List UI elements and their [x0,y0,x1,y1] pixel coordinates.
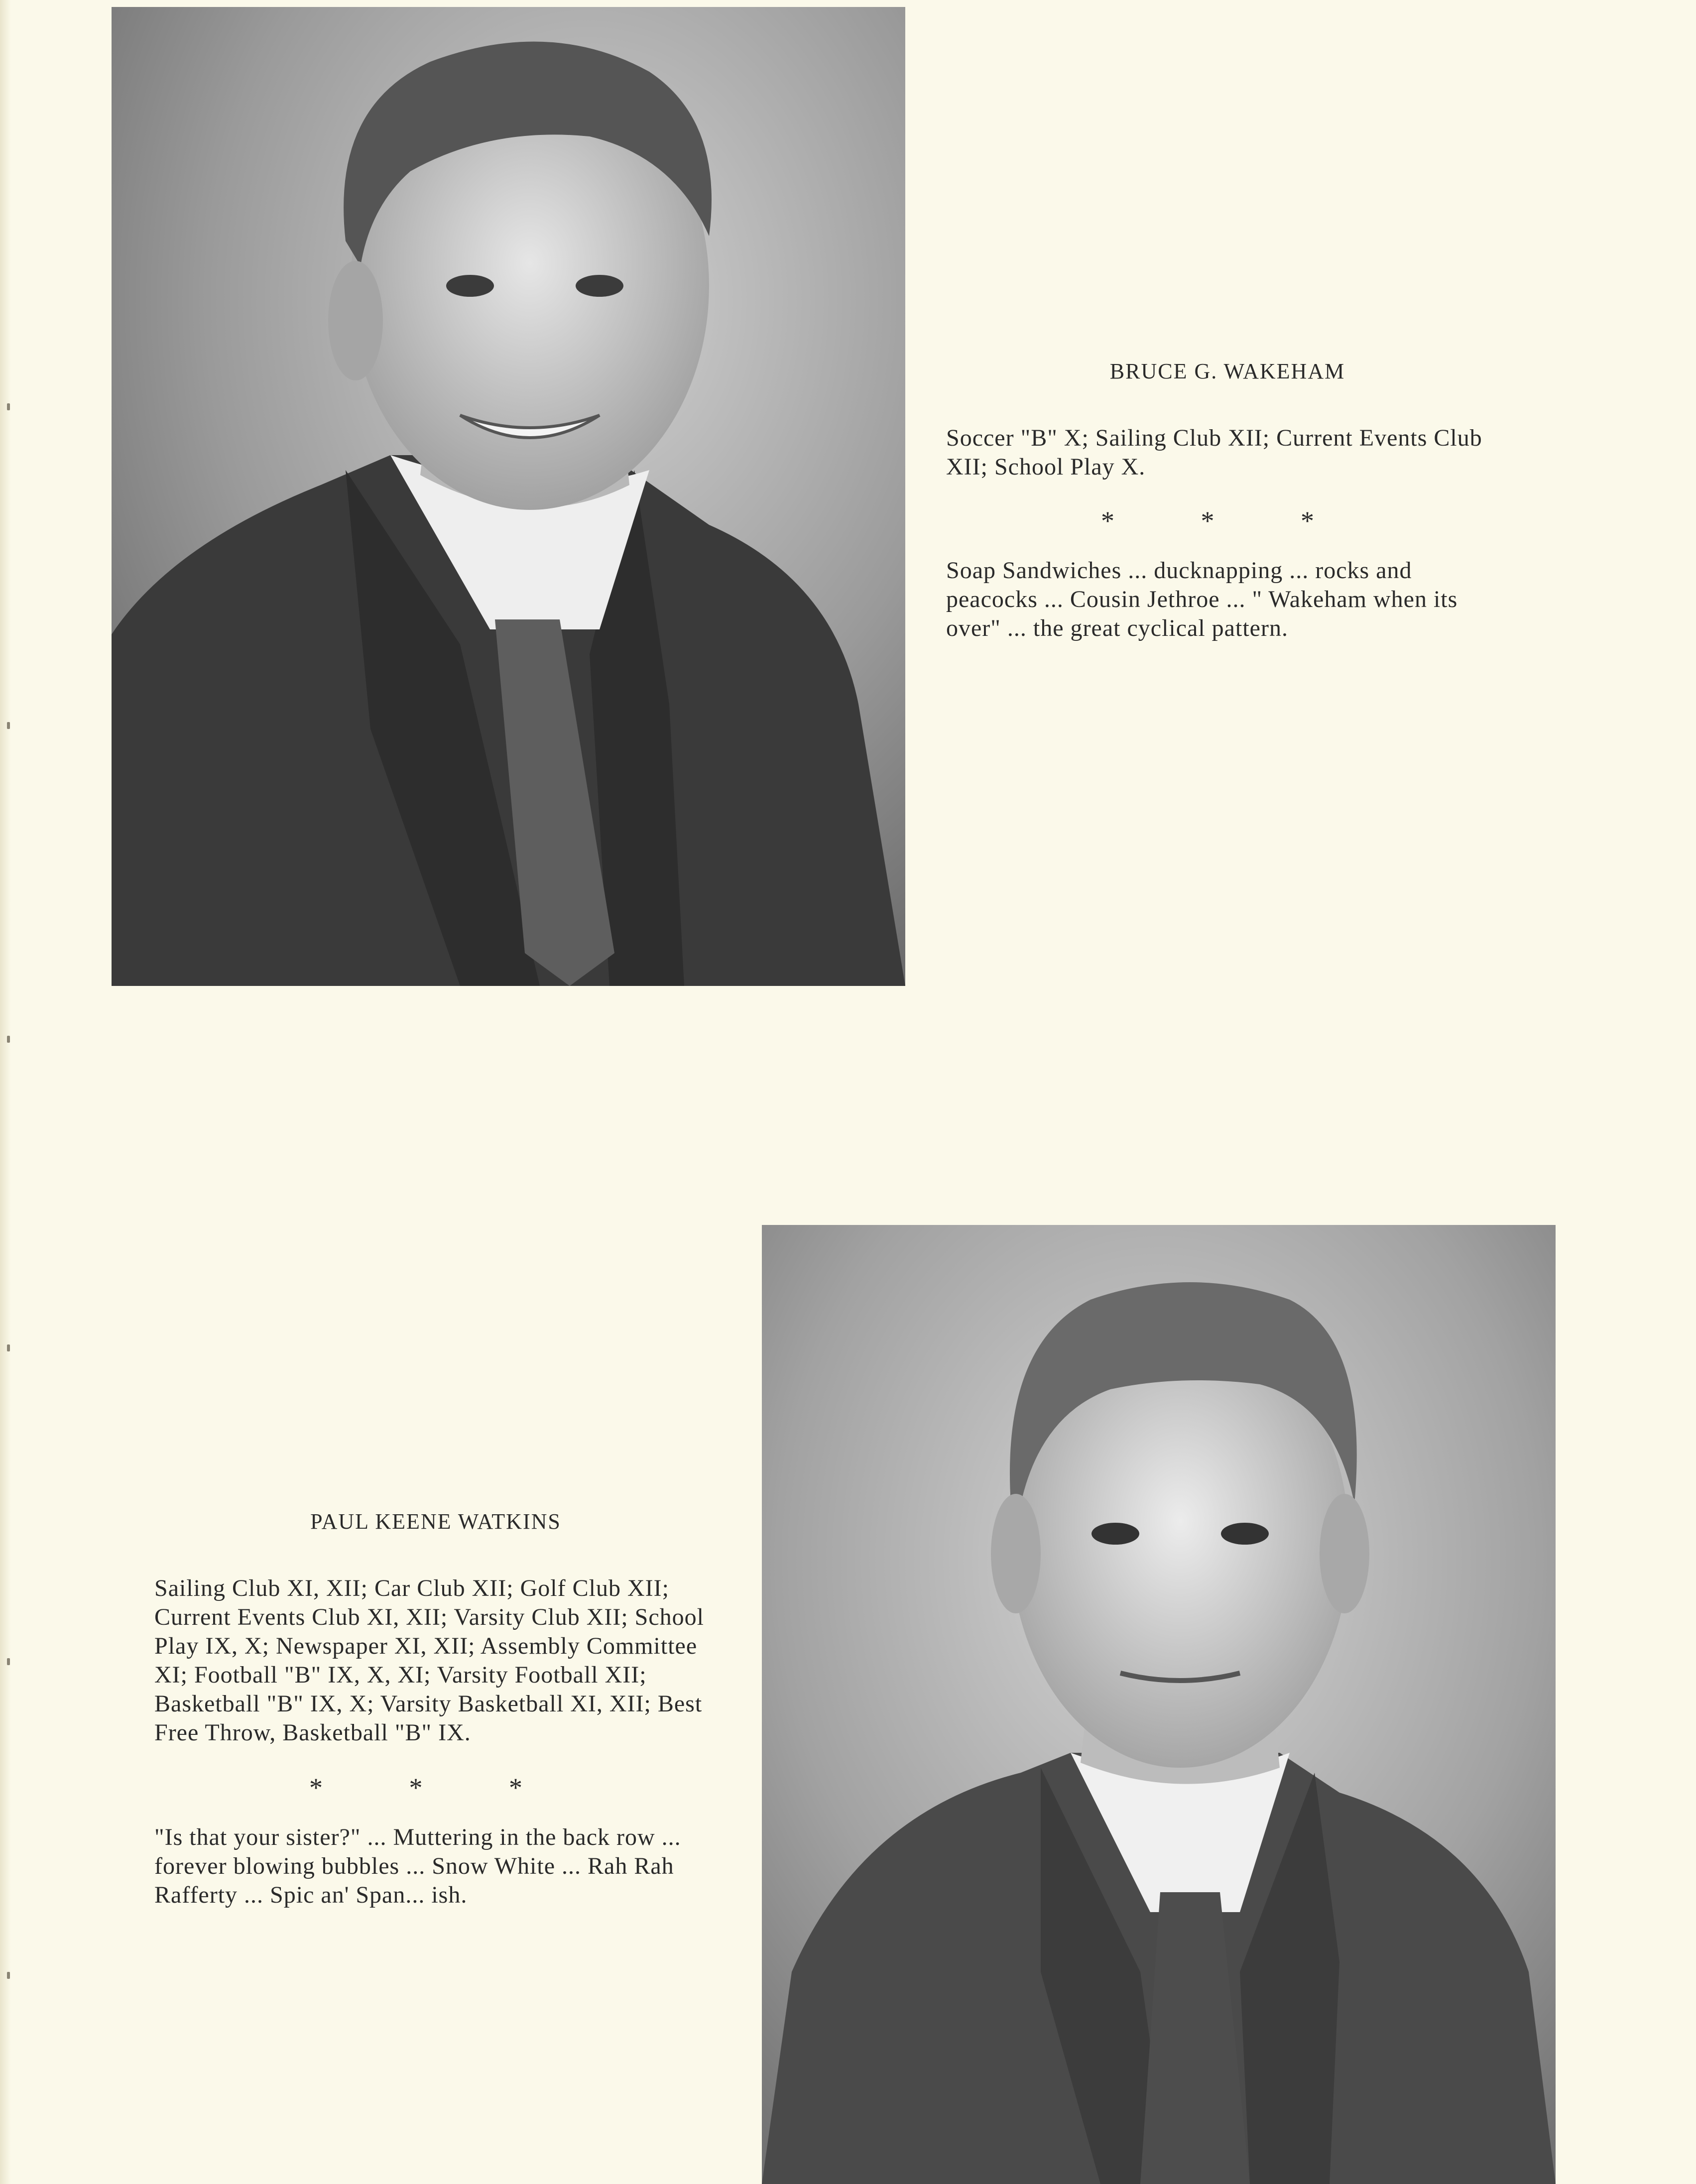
page-speck [7,722,10,729]
portrait-photo-watkins [762,1225,1556,2184]
student-quote: "Is that your sister?" ... Muttering in the back row ... forever blowing bubbles ... Snow White ... Rah Rah Rafferty ... Spic an' Span... ish. [154,1824,681,1908]
page-speck [7,1344,10,1351]
section-separator: * * * [309,1773,562,1803]
student-name: PAUL KEENE WATKINS [310,1509,561,1534]
student-quote: Soap Sandwiches ... ducknapping ... rocks and peacocks ... Cousin Jethroe ... " Wakeham when its over" ... the great cyclical pattern. [946,557,1458,641]
page-speck [7,1972,10,1979]
page-speck [7,403,10,410]
student-entry-wakeham [946,359,1509,643]
student-entry-watkins [154,1509,717,1910]
student-name: BRUCE G. WAKEHAM [1109,359,1345,383]
student-activities: Soccer "B" X; Sailing Club XII; Current Events Club XII; School Play X. [946,425,1482,480]
portrait-illustration [112,7,905,986]
portrait-illustration [762,1225,1556,2184]
section-separator: * * * [1101,506,1354,536]
portrait-photo-wakeham [112,7,905,986]
binding-edge [0,0,11,2184]
page-speck [7,1036,10,1043]
page-speck [7,1658,10,1665]
student-activities: Sailing Club XI, XII; Car Club XII; Golf Club XII; Current Events Club XI, XII; Varsity Club XII; School Play IX, X; Newspaper XI, XII; Assembly Committee XI; Football "B" IX, X, XI; Varsity Football XII; Basketball "B" IX, X; Varsity Basketball XI, XII; Best Free Throw, Basketball "B" IX. [154,1575,705,1746]
